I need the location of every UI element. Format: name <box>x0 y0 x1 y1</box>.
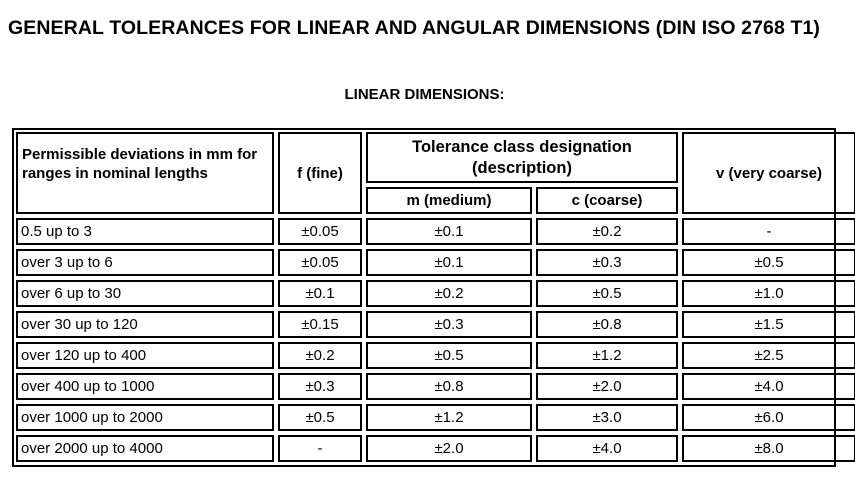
cell-range: over 400 up to 1000 <box>16 373 274 400</box>
cell-coarse: ±4.0 <box>536 435 678 462</box>
cell-fine: ±0.3 <box>278 373 362 400</box>
cell-very-coarse: ±6.0 <box>682 404 855 431</box>
cell-medium: ±0.1 <box>366 218 532 245</box>
cell-coarse: ±1.2 <box>536 342 678 369</box>
header-fine: f (fine) <box>278 132 362 214</box>
cell-medium: ±0.3 <box>366 311 532 338</box>
table-row <box>16 218 855 245</box>
cell-coarse: ±3.0 <box>536 404 678 431</box>
cell-range: 0.5 up to 3 <box>16 218 274 245</box>
table-header-row <box>16 132 855 183</box>
table-row <box>16 342 855 369</box>
table-row <box>16 373 855 400</box>
cell-very-coarse: ±4.0 <box>682 373 855 400</box>
cell-range: over 3 up to 6 <box>16 249 274 276</box>
cell-range: over 1000 up to 2000 <box>16 404 274 431</box>
cell-range: over 120 up to 400 <box>16 342 274 369</box>
table-row <box>16 280 855 307</box>
cell-very-coarse: ±0.5 <box>682 249 855 276</box>
cell-medium: ±0.8 <box>366 373 532 400</box>
cell-medium: ±2.0 <box>366 435 532 462</box>
cell-fine: ±0.05 <box>278 218 362 245</box>
cell-range: over 30 up to 120 <box>16 311 274 338</box>
tolerance-table-body <box>16 132 855 462</box>
cell-fine: ±0.2 <box>278 342 362 369</box>
cell-coarse: ±2.0 <box>536 373 678 400</box>
header-range: Permissible deviations in mm for ranges in nominal lengths <box>16 132 274 214</box>
cell-medium: ±0.2 <box>366 280 532 307</box>
tolerance-table <box>12 128 855 466</box>
table-row <box>16 311 855 338</box>
cell-very-coarse: ±8.0 <box>682 435 855 462</box>
cell-very-coarse: - <box>682 218 855 245</box>
cell-very-coarse: ±1.5 <box>682 311 855 338</box>
cell-fine: - <box>278 435 362 462</box>
header-very-coarse: v (very coarse) <box>682 132 855 214</box>
cell-fine: ±0.05 <box>278 249 362 276</box>
cell-coarse: ±0.5 <box>536 280 678 307</box>
cell-coarse: ±0.2 <box>536 218 678 245</box>
table-row <box>16 435 855 462</box>
header-medium: m (medium) <box>366 187 532 214</box>
cell-medium: ±0.1 <box>366 249 532 276</box>
section-title: LINEAR DIMENSIONS: <box>344 86 505 103</box>
cell-fine: ±0.15 <box>278 311 362 338</box>
page-title: GENERAL TOLERANCES FOR LINEAR AND ANGULAR DIMENSIONS (DIN ISO 2768 T1) <box>8 17 820 39</box>
cell-very-coarse: ±1.0 <box>682 280 855 307</box>
cell-fine: ±0.5 <box>278 404 362 431</box>
cell-range: over 6 up to 30 <box>16 280 274 307</box>
cell-very-coarse: ±2.5 <box>682 342 855 369</box>
table-row <box>16 404 855 431</box>
cell-range: over 2000 up to 4000 <box>16 435 274 462</box>
header-tolerance-class: Tolerance class designation (description) <box>366 132 678 183</box>
cell-coarse: ±0.8 <box>536 311 678 338</box>
cell-coarse: ±0.3 <box>536 249 678 276</box>
tolerance-table-frame <box>12 128 836 467</box>
header-coarse: c (coarse) <box>536 187 678 214</box>
cell-medium: ±1.2 <box>366 404 532 431</box>
cell-fine: ±0.1 <box>278 280 362 307</box>
cell-medium: ±0.5 <box>366 342 532 369</box>
table-row <box>16 249 855 276</box>
